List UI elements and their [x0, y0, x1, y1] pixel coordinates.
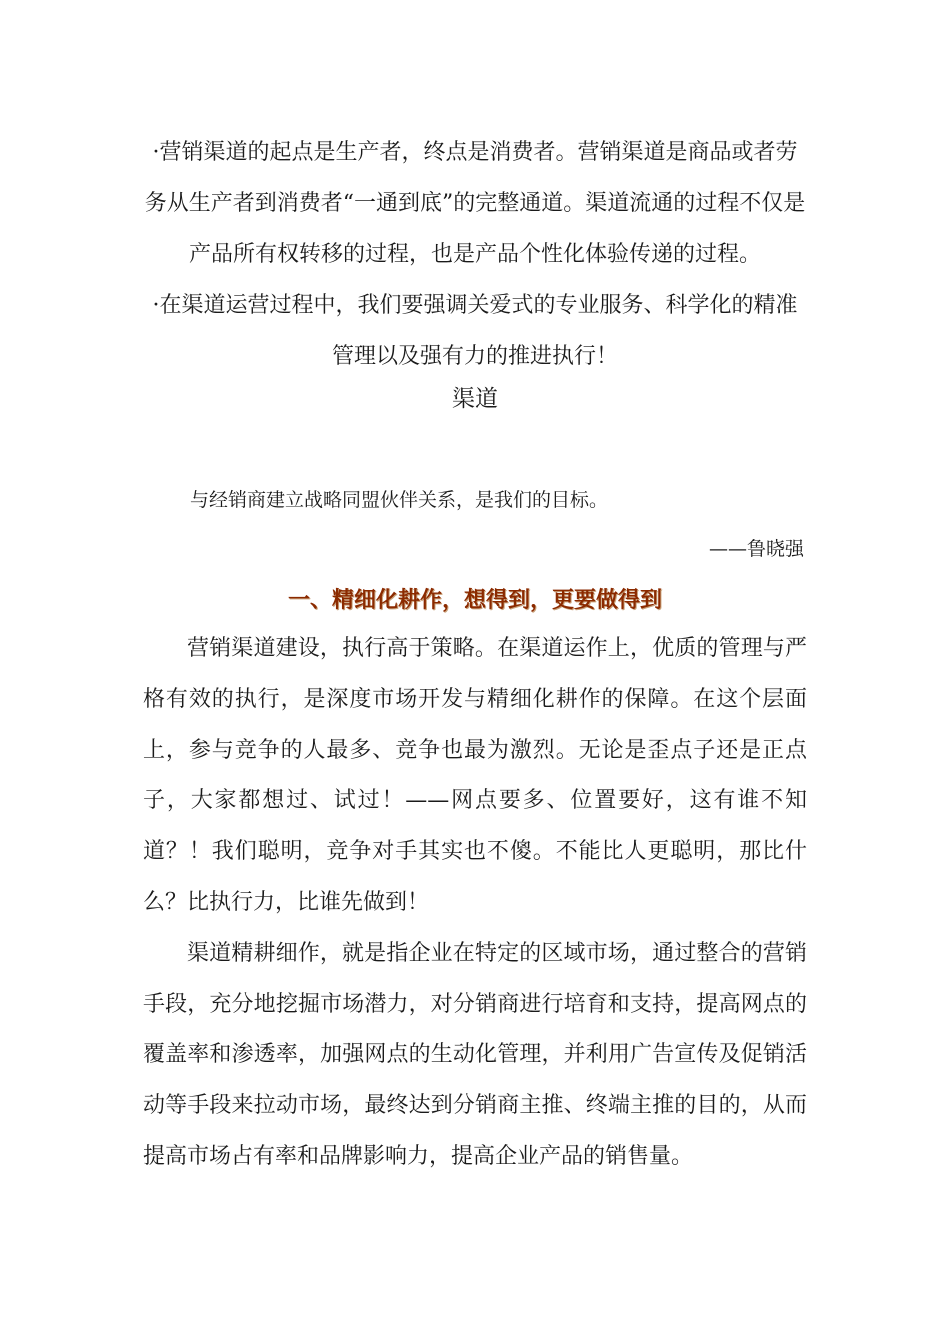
quote-author: ——鲁晓强: [708, 538, 804, 560]
body-paragraph-2: 渠道精耕细作，就是指企业在特定的区域市场，通过整合的营销手段，充分地挖掘市场潜力，对分销商进行培育和支持，提高网点的覆盖率和渗透率，加强网点的生动化管理，并利用广告宣传及促销活动等手段来拉动市场，最终达到分销商主推、终端主推的目的，从而提高市场占有率和品牌影响力，提高企业产品的销售量。: [143, 940, 807, 1169]
quote-text: 与经销商建立战略同盟伙伴关系，是我们的目标。: [190, 489, 609, 511]
chapter-heading: 一、精细化耕作，想得到，更要做得到: [287, 587, 662, 613]
body-text: [143, 624, 807, 1183]
section-title: 渠道: [452, 386, 498, 412]
body-paragraph-1: 营销渠道建设，执行高于策略。在渠道运作上，优质的管理与严格有效的执行，是深度市场开发与精细化耕作的保障。在这个层面上，参与竞争的人最多、竞争也最为激烈。无论是歪点子还是正点子，大家都想过、试过！——网点要多、位置要好，这有谁不知道？！我们聪明，竞争对手其实也不傻。不能比人更聪明，那比什么？比执行力，比谁先做到！: [143, 636, 807, 915]
intro-block: [143, 127, 807, 382]
intro-paragraph-1: ·营销渠道的起点是生产者，终点是消费者。营销渠道是商品或者劳务从生产者到消费者“一通到底”的完整通道。渠道流通的过程不仅是产品所有权转移的过程，也是产品个性化体验传递的过程。: [144, 140, 806, 267]
intro-paragraph-2: ·在渠道运营过程中，我们要强调关爱式的专业服务、科学化的精准管理以及强有力的推进执行！: [152, 293, 798, 369]
